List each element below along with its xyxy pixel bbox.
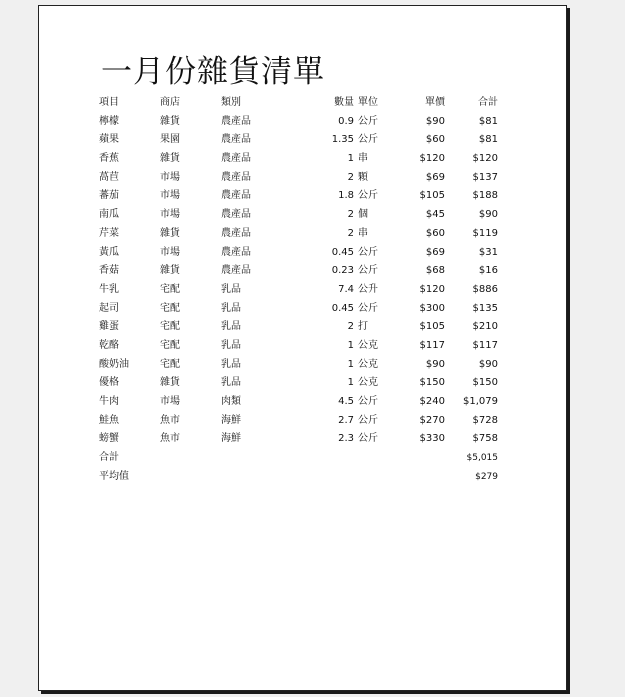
cell-unit: 公斤	[358, 302, 378, 314]
header-store: 商店	[160, 97, 180, 108]
cell-category: 農產品	[221, 115, 251, 127]
header-category: 類別	[221, 97, 241, 108]
cell-unit-price: $60	[425, 134, 445, 146]
cell-store: 雜貨	[160, 377, 180, 389]
cell-unit-price: $300	[419, 302, 445, 314]
cell-category: 海鮮	[221, 433, 241, 445]
cell-subtotal: $150	[472, 377, 498, 389]
cell-category: 海鮮	[221, 414, 241, 426]
cell-item: 乾酪	[99, 339, 119, 351]
cell-category: 肉類	[221, 396, 241, 407]
cell-unit: 公斤	[358, 414, 378, 426]
cell-store: 宅配	[160, 302, 180, 314]
cell-unit-price: $120	[419, 153, 445, 165]
cell-store: 魚市	[160, 414, 180, 426]
cell-unit-price: $69	[425, 246, 445, 258]
header-unit-price: 單價	[425, 97, 445, 108]
cell-store: 宅配	[160, 358, 180, 370]
cell-category: 乳品	[221, 377, 241, 389]
header-item: 項目	[99, 97, 119, 108]
cell-quantity: 2.7	[338, 414, 354, 426]
cell-unit: 公升	[358, 283, 378, 295]
cell-store: 宅配	[160, 283, 180, 295]
cell-store: 市場	[160, 171, 180, 183]
cell-store: 市場	[160, 190, 180, 202]
cell-item: 酸奶油	[99, 358, 129, 370]
cell-unit: 個	[358, 209, 368, 221]
cell-unit: 串	[358, 227, 368, 239]
cell-unit: 公克	[358, 339, 378, 351]
cell-subtotal: $31	[478, 246, 498, 258]
cell-store: 果園	[160, 134, 180, 146]
cell-quantity: 0.23	[331, 265, 354, 277]
cell-quantity: 0.45	[331, 302, 354, 314]
cell-category: 農產品	[221, 265, 251, 277]
page-title: 一月份雜貨清單	[101, 54, 325, 90]
header-unit: 單位	[358, 97, 378, 108]
cell-subtotal: $90	[478, 209, 498, 221]
cell-quantity: 2	[347, 171, 354, 183]
total-label: 合計	[99, 452, 119, 464]
cell-quantity: 7.4	[338, 283, 354, 295]
cell-subtotal: $117	[472, 339, 498, 351]
cell-store: 雜貨	[160, 153, 180, 165]
cell-unit-price: $45	[425, 209, 445, 221]
cell-quantity: 0.45	[331, 246, 354, 258]
cell-item: 起司	[99, 302, 119, 314]
cell-item: 優格	[99, 377, 119, 389]
cell-quantity: 2	[347, 209, 354, 221]
cell-unit: 公斤	[358, 190, 378, 202]
cell-item: 牛乳	[99, 283, 119, 295]
cell-unit: 公斤	[358, 134, 378, 146]
cell-quantity: 1	[347, 339, 354, 351]
cell-item: 香蕉	[99, 153, 119, 165]
cell-store: 市場	[160, 246, 180, 258]
cell-store: 雜貨	[160, 227, 180, 239]
cell-subtotal: $886	[472, 283, 498, 295]
cell-quantity: 1	[347, 377, 354, 389]
cell-unit: 顆	[358, 171, 368, 183]
cell-item: 萵苣	[99, 171, 119, 183]
cell-category: 乳品	[221, 358, 241, 370]
cell-unit-price: $90	[425, 115, 445, 127]
cell-store: 宅配	[160, 321, 180, 333]
cell-quantity: 1	[347, 153, 354, 165]
cell-store: 市場	[160, 396, 180, 407]
cell-category: 乳品	[221, 321, 241, 333]
cell-unit: 公斤	[358, 115, 378, 127]
cell-item: 雞蛋	[99, 321, 119, 333]
cell-quantity: 1.35	[331, 134, 354, 146]
cell-quantity: 4.5	[338, 396, 354, 407]
cell-item: 鮭魚	[99, 414, 119, 426]
cell-subtotal: $120	[472, 153, 498, 165]
cell-category: 農產品	[221, 209, 251, 221]
cell-unit: 公斤	[358, 265, 378, 277]
cell-item: 蕃茄	[99, 190, 119, 202]
cell-unit: 公克	[358, 358, 378, 370]
header-quantity: 數量	[334, 97, 354, 108]
cell-unit-price: $60	[425, 227, 445, 239]
cell-unit: 打	[358, 321, 368, 333]
cell-subtotal: $188	[472, 190, 498, 202]
cell-unit-price: $105	[419, 321, 445, 333]
cell-unit: 公斤	[358, 246, 378, 258]
cell-item: 南瓜	[99, 209, 119, 221]
cell-subtotal: $1,079	[463, 396, 498, 407]
cell-quantity: 0.9	[338, 115, 354, 127]
document-page	[38, 5, 567, 691]
cell-unit-price: $69	[425, 171, 445, 183]
cell-subtotal: $758	[472, 433, 498, 445]
cell-store: 宅配	[160, 339, 180, 351]
cell-item: 香菇	[99, 265, 119, 277]
cell-item: 牛肉	[99, 396, 119, 407]
total-value: $5,015	[466, 453, 498, 464]
cell-item: 檸檬	[99, 115, 119, 127]
cell-unit-price: $330	[419, 433, 445, 445]
cell-subtotal: $119	[472, 227, 498, 239]
cell-category: 農產品	[221, 134, 251, 146]
average-value: $279	[475, 471, 498, 482]
cell-quantity: 2	[347, 321, 354, 333]
cell-store: 市場	[160, 209, 180, 221]
cell-store: 雜貨	[160, 265, 180, 277]
cell-unit-price: $105	[419, 190, 445, 202]
cell-subtotal: $90	[478, 358, 498, 370]
cell-category: 乳品	[221, 339, 241, 351]
cell-category: 乳品	[221, 283, 241, 295]
cell-subtotal: $16	[478, 265, 498, 277]
cell-subtotal: $137	[472, 171, 498, 183]
cell-store: 魚市	[160, 433, 180, 445]
header-subtotal: 合計	[478, 97, 498, 108]
cell-subtotal: $81	[478, 134, 498, 146]
cell-category: 農產品	[221, 246, 251, 258]
cell-quantity: 2	[347, 227, 354, 239]
cell-unit-price: $270	[419, 414, 445, 426]
cell-category: 農產品	[221, 171, 251, 183]
cell-category: 乳品	[221, 302, 241, 314]
average-label: 平均值	[99, 470, 129, 482]
cell-quantity: 1.8	[338, 190, 354, 202]
cell-unit-price: $150	[419, 377, 445, 389]
cell-unit-price: $90	[425, 358, 445, 370]
cell-unit-price: $68	[425, 265, 445, 277]
cell-category: 農產品	[221, 153, 251, 165]
cell-subtotal: $210	[472, 321, 498, 333]
cell-quantity: 1	[347, 358, 354, 370]
cell-unit: 公斤	[358, 433, 378, 445]
cell-subtotal: $135	[472, 302, 498, 314]
cell-unit: 串	[358, 153, 368, 165]
cell-quantity: 2.3	[338, 433, 354, 445]
cell-unit: 公克	[358, 377, 378, 389]
cell-store: 雜貨	[160, 115, 180, 127]
cell-item: 螃蟹	[99, 433, 119, 445]
cell-unit-price: $120	[419, 283, 445, 295]
cell-unit-price: $117	[419, 339, 445, 351]
cell-category: 農產品	[221, 190, 251, 202]
cell-unit-price: $240	[419, 396, 445, 407]
cell-item: 芹菜	[99, 227, 119, 239]
cell-item: 蘋果	[99, 134, 119, 146]
cell-item: 黃瓜	[99, 246, 119, 258]
cell-category: 農產品	[221, 227, 251, 239]
cell-subtotal: $728	[472, 414, 498, 426]
cell-subtotal: $81	[478, 115, 498, 127]
cell-unit: 公斤	[358, 396, 378, 407]
